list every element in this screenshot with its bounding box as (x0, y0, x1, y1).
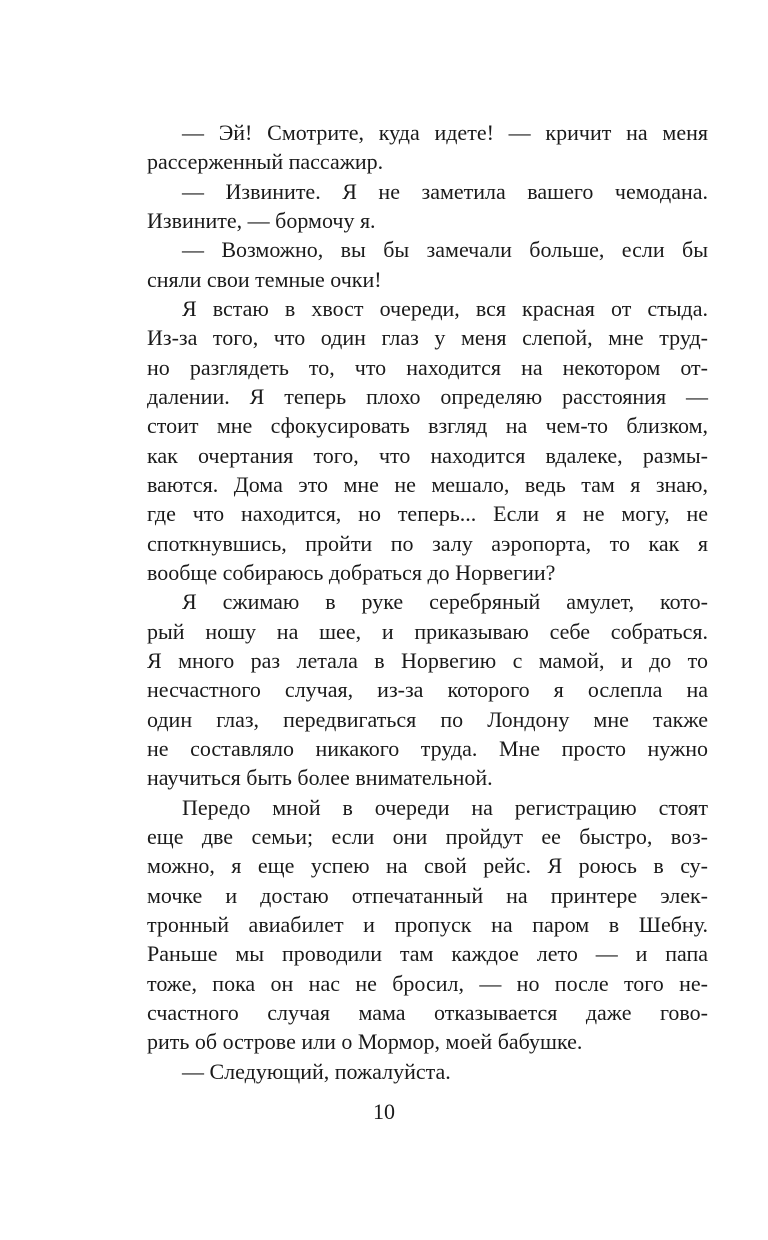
text-line: рассерженный пассажир. (147, 149, 384, 175)
paragraph (147, 793, 708, 1057)
text-line: где что находится, но теперь... Если я не могу, не (147, 501, 708, 527)
text-line: один глаз, передвигаться по Лондону мне также (147, 706, 708, 732)
text-line: рить об острове или о Мормор, моей бабушке. (147, 1029, 583, 1055)
text-line: тоже, пока он нас не бросил, — но после того не- (147, 970, 708, 996)
text-line: сняли свои темные очки! (147, 266, 382, 292)
paragraph (147, 177, 708, 236)
text-line: как очертания того, что находится вдалеке, размы- (147, 442, 708, 468)
paragraph (147, 587, 708, 792)
text-line: Передо мной в очереди на регистрацию стоят (182, 794, 708, 820)
text-line: Я много раз летала в Норвегию с мамой, и до то (147, 647, 708, 673)
text-line: не составляло никакого труда. Мне просто нужно (147, 735, 708, 761)
text-line: Я встаю в хвост очереди, вся красная от стыда. (182, 295, 708, 321)
text-line: несчастного случая, из-за которого я ослепла на (147, 677, 708, 703)
text-line: мочке и достаю отпечатанный на принтере элек- (147, 882, 708, 908)
text-line: споткнувшись, пройти по залу аэропорта, то как я (147, 530, 708, 556)
text-line: далении. Я теперь плохо определяю расстояния — (147, 383, 708, 409)
text-line: научиться быть более внимательной. (147, 765, 493, 791)
text-line: Я сжимаю в руке серебряный амулет, кото- (182, 589, 708, 615)
body-text (147, 118, 708, 1086)
text-line: Извините, — бормочу я. (147, 207, 376, 233)
paragraph (147, 1057, 708, 1086)
text-line: но разглядеть то, что находится на некотором от- (147, 354, 708, 380)
text-line: — Эй! Смотрите, куда идете! — кричит на меня (182, 120, 708, 145)
text-line: стоит мне сфокусировать взгляд на чем-то близком, (147, 413, 708, 439)
text-line: вообще собираюсь добраться до Норвегии? (147, 559, 556, 585)
text-line: еще две семьи; если они пройдут ее быстро, воз- (147, 823, 708, 849)
text-line: счастного случая мама отказывается даже гово- (147, 999, 708, 1025)
text-line: тронный авиабилет и пропуск на паром в Шебну. (147, 911, 708, 937)
paragraph (147, 294, 708, 587)
text-line: ваются. Дома это мне не мешало, ведь там я знаю, (147, 471, 708, 497)
text-line: Раньше мы проводили там каждое лето — и папа (147, 941, 708, 967)
page-number: 10 (373, 1099, 395, 1124)
text-line: можно, я еще успею на свой рейс. Я роюсь в су- (147, 853, 708, 879)
text-line: рый ношу на шее, и приказываю себе собраться. (147, 618, 708, 644)
text-line: — Возможно, вы бы замечали больше, если бы (182, 237, 708, 263)
text-line: — Извините. Я не заметила вашего чемодана. (182, 178, 708, 204)
text-line: — Следующий, пожалуйста. (182, 1058, 451, 1084)
text-line: Из-за того, что один глаз у меня слепой, мне труд- (147, 325, 708, 351)
paragraph (147, 118, 708, 177)
paragraph (147, 235, 708, 294)
